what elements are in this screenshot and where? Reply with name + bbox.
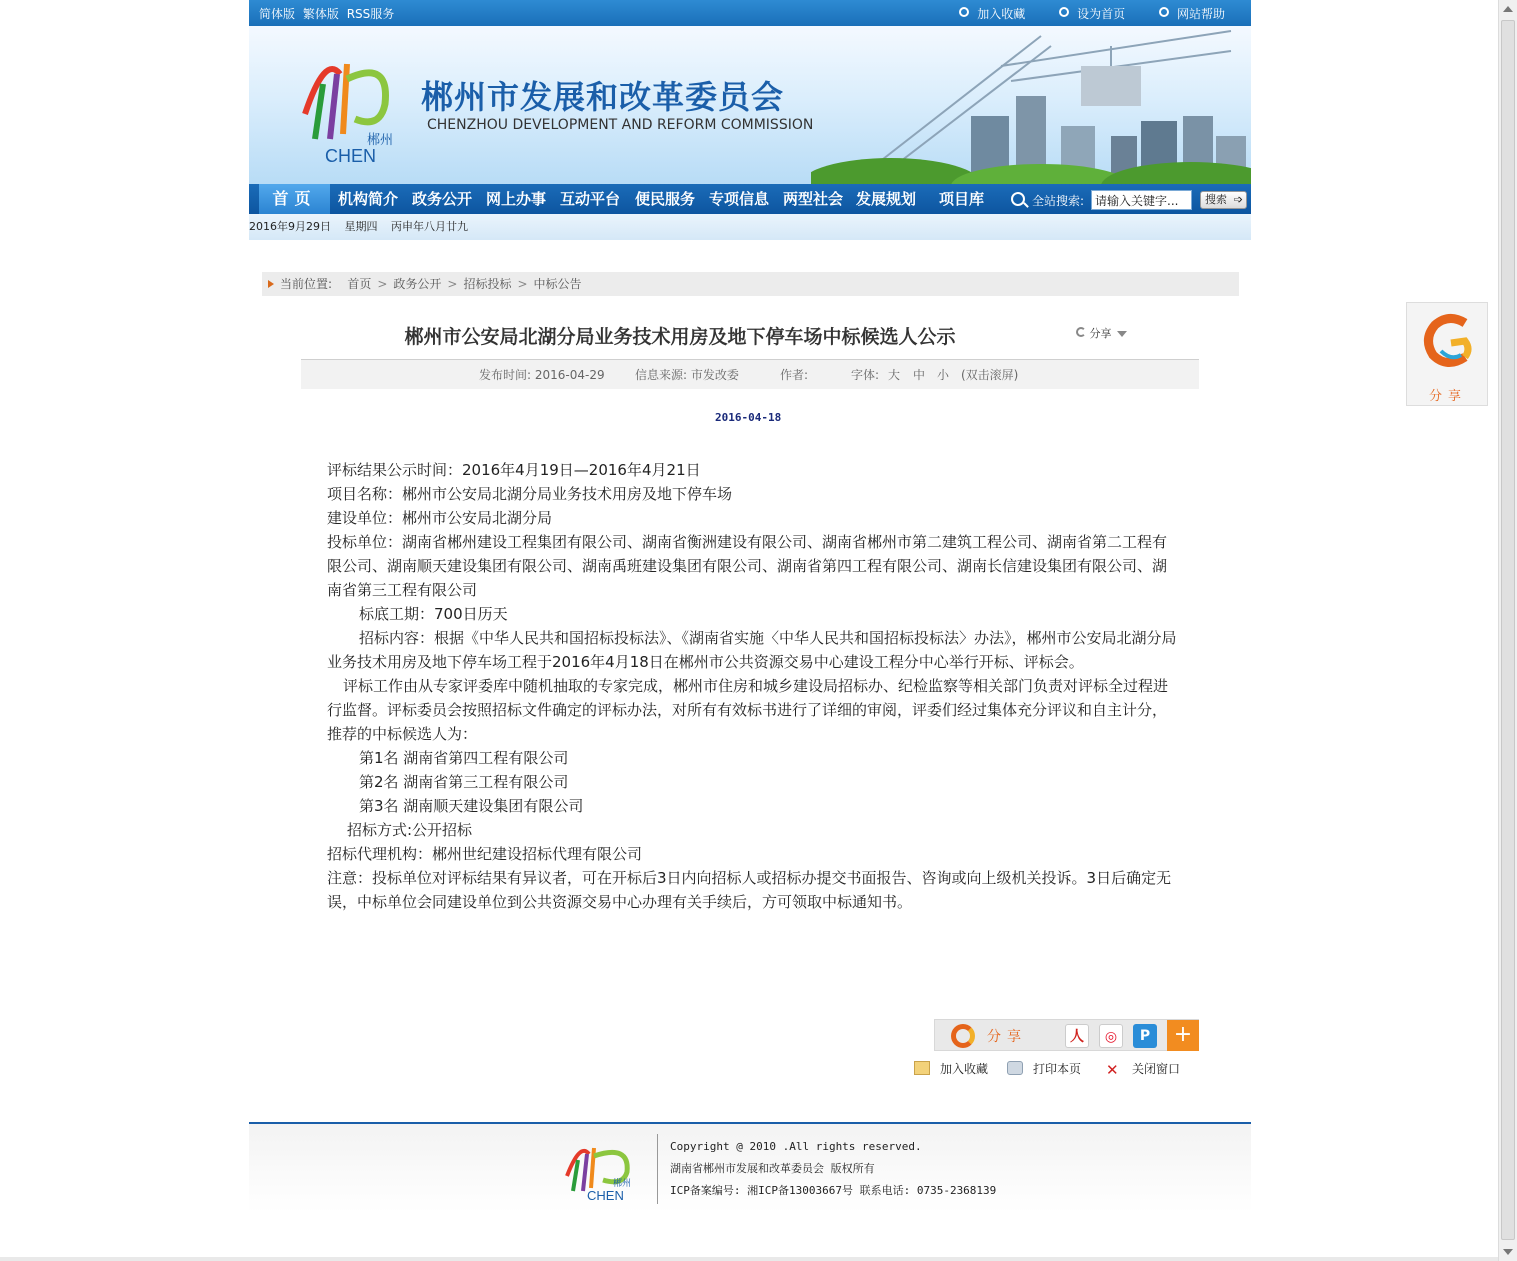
footer-logo-text-cn: 郴州 bbox=[613, 1179, 632, 1189]
close-window-button[interactable]: ✕ 关闭窗口 bbox=[1106, 1061, 1181, 1079]
breadcrumb-label: 当前位置: bbox=[280, 277, 333, 291]
nav-gov-affairs[interactable]: 政务公开 bbox=[412, 190, 473, 208]
search-label: 全站搜索: bbox=[1032, 194, 1085, 208]
footer-logo-text-en: CHEN bbox=[587, 1188, 624, 1202]
share-logo-icon bbox=[951, 1024, 975, 1048]
article-meta bbox=[301, 359, 1199, 389]
font-size-medium[interactable]: 中 bbox=[913, 368, 926, 382]
chevron-down-icon bbox=[1117, 331, 1127, 337]
copyright: Copyright @ 2010 .All rights reserved. bbox=[670, 1140, 922, 1153]
breadcrumb-arrow-icon bbox=[268, 280, 274, 288]
footer-logo bbox=[555, 1136, 643, 1202]
article-body bbox=[327, 458, 1177, 914]
site-subtitle: CHENZHOU DEVELOPMENT AND REFORM COMMISSION bbox=[427, 117, 814, 133]
nav-home[interactable]: 首页 bbox=[259, 184, 330, 214]
scroll-down-icon[interactable] bbox=[1503, 1249, 1513, 1255]
logo-text-cn: 郴州 bbox=[367, 133, 394, 148]
crane-skyline-image bbox=[811, 26, 1251, 184]
paragraph: 评标结果公示时间：2016年4月19日—2016年4月21日 bbox=[327, 461, 701, 479]
more-share-button[interactable]: + bbox=[1167, 1020, 1199, 1051]
date-bar bbox=[249, 214, 1251, 240]
add-favorite-link[interactable]: 加入收藏 bbox=[959, 7, 1025, 21]
search-button[interactable]: 搜索 ➩ bbox=[1200, 191, 1247, 209]
paragraph: 注意：投标单位对评标结果有异议者，可在开标后3日内向招标人或招标办提交书面报告、咨询或向上级机关投诉。3日后确定无误，中标单位会同建设单位到公共资源交易中心办理有关手续后，方可领取中标通知书。 bbox=[327, 869, 1172, 911]
breadcrumb-gov-affairs[interactable]: 政务公开 bbox=[393, 277, 442, 291]
font-size-label: 字体: bbox=[851, 368, 880, 382]
paragraph: 第3名 湖南顺天建设集团有限公司 bbox=[359, 797, 584, 815]
publish-time: 发布时间: 2016-04-29 bbox=[479, 368, 605, 382]
share-dropdown[interactable] bbox=[1076, 325, 1127, 341]
renren-icon[interactable]: 人 bbox=[1065, 1024, 1089, 1048]
double-click-scroll: (双击滚屏) bbox=[961, 368, 1019, 382]
share-icon bbox=[1076, 327, 1086, 337]
paragraph: 标底工期：700日历天 bbox=[359, 605, 508, 623]
lunar-date: 丙申年八月廿九 bbox=[391, 220, 468, 233]
author: 作者: bbox=[780, 368, 809, 382]
share-bar bbox=[934, 1019, 1199, 1051]
floating-share-button[interactable] bbox=[1406, 302, 1488, 406]
paragraph: 第2名 湖南省第三工程有限公司 bbox=[359, 773, 569, 791]
weibo-icon[interactable]: ◎ bbox=[1099, 1024, 1123, 1048]
site-banner bbox=[249, 26, 1251, 184]
paragraph: 评标工作由从专家评委库中随机抽取的专家完成，郴州市住房和城乡建设局招标办、纪检监察等相关部门负责对评标全过程进行监督。评标委员会按照招标文件确定的评标办法，对所有有效标书进行了详细的审阅，评委们经过集体充分评议和自主计分，推荐的中标候选人为： bbox=[327, 677, 1169, 743]
folder-icon bbox=[914, 1061, 930, 1075]
scroll-thumb[interactable] bbox=[1501, 20, 1515, 1240]
paragraph: 招标内容：根据《中华人民共和国招标投标法》、《湖南省实施〈中华人民共和国招标投标法〉办法》，郴州市公安局北湖分局业务技术用房及地下停车场工程于2016年4月18日在郴州市公共资源交易中心建设工程分中心举行开标、评标会。 bbox=[327, 629, 1177, 671]
current-weekday: 星期四 bbox=[344, 220, 378, 233]
close-icon: ✕ bbox=[1106, 1061, 1119, 1079]
traditional-link[interactable]: 繁体版 bbox=[302, 7, 339, 21]
font-size-small[interactable]: 小 bbox=[937, 368, 950, 382]
paragraph: 项目名称：郴州市公安局北湖分局业务技术用房及地下停车场 bbox=[327, 485, 733, 503]
font-size-large[interactable]: 大 bbox=[888, 368, 901, 382]
logo-text-en: CHEN bbox=[325, 146, 377, 164]
main-nav bbox=[249, 184, 1251, 214]
horizontal-scroll-edge bbox=[0, 1257, 1498, 1261]
add-favorite-button[interactable]: 加入收藏 bbox=[914, 1060, 988, 1077]
current-date: 2016年9月29日 bbox=[249, 220, 331, 233]
nav-special-info[interactable]: 专项信息 bbox=[709, 190, 770, 208]
site-title: 郴州市发展和改革委员会 bbox=[421, 78, 785, 116]
vertical-scrollbar[interactable] bbox=[1498, 0, 1517, 1261]
nav-project-library[interactable]: 项目库 bbox=[939, 190, 985, 208]
paragraph: 第1名 湖南省第四工程有限公司 bbox=[359, 749, 569, 767]
scroll-up-icon[interactable] bbox=[1503, 6, 1513, 12]
share-logo-icon bbox=[1421, 311, 1475, 371]
paragraph: 投标单位：湖南省郴州建设工程集团有限公司、湖南省衡洲建设有限公司、湖南省郴州市第二建筑工程公司、湖南省第二工程有限公司、湖南顺天建设集团有限公司、湖南禹班建设集团有限公司、湖南省第四工程有限公司、湖南长信建设集团有限公司、湖南省第三工程有限公司 bbox=[327, 533, 1168, 599]
search-icon bbox=[1011, 192, 1025, 206]
article-title: 郴州市公安局北湖分局业务技术用房及地下停车场中标候选人公示 bbox=[404, 326, 956, 348]
breadcrumb-award-notice[interactable]: 中标公告 bbox=[533, 277, 582, 291]
article-date: 2016-04-18 bbox=[715, 411, 782, 424]
nav-online-service[interactable]: 网上办事 bbox=[486, 190, 547, 208]
rss-link[interactable]: RSS服务 bbox=[346, 7, 395, 21]
site-help-link[interactable]: 网站帮助 bbox=[1159, 7, 1225, 21]
nav-org-intro[interactable]: 机构简介 bbox=[338, 190, 399, 208]
footer bbox=[249, 1122, 1251, 1212]
breadcrumb-home[interactable]: 首页 bbox=[347, 277, 372, 291]
tencent-icon[interactable]: P bbox=[1133, 1024, 1157, 1048]
nav-interaction[interactable]: 互动平台 bbox=[560, 190, 621, 208]
set-homepage-link[interactable]: 设为首页 bbox=[1059, 7, 1125, 21]
icp-info: ICP备案编号: 湘ICP备13003667号 联系电话: 0735-2368139 bbox=[670, 1184, 997, 1197]
paragraph: 建设单位：郴州市公安局北湖分局 bbox=[327, 509, 553, 527]
paragraph: 招标代理机构：郴州世纪建设招标代理有限公司 bbox=[327, 845, 643, 863]
site-logo[interactable] bbox=[285, 44, 405, 164]
top-bar bbox=[249, 0, 1251, 26]
printer-icon bbox=[1007, 1061, 1023, 1075]
nav-two-type-society[interactable]: 两型社会 bbox=[783, 190, 844, 208]
info-source: 信息来源: 市发改委 bbox=[635, 368, 739, 382]
footer-divider bbox=[657, 1134, 658, 1204]
owner: 湖南省郴州市发展和改革委员会 版权所有 bbox=[670, 1162, 875, 1175]
simplified-link[interactable]: 简体版 bbox=[259, 7, 296, 21]
floating-share-label: 分享 bbox=[1428, 389, 1467, 404]
nav-public-service[interactable]: 便民服务 bbox=[635, 190, 696, 208]
breadcrumb-bidding[interactable]: 招标投标 bbox=[463, 277, 512, 291]
share-label: 分享 bbox=[1089, 327, 1112, 340]
breadcrumb: 当前位置: 首页 > 政务公开 > 招标投标 > 中标公告 bbox=[262, 272, 1239, 296]
nav-dev-planning[interactable]: 发展规划 bbox=[856, 190, 917, 208]
search-input[interactable] bbox=[1091, 190, 1192, 210]
share-bar-label: 分享 bbox=[987, 1029, 1027, 1045]
paragraph: 招标方式:公开招标 bbox=[347, 821, 473, 839]
print-button[interactable]: 打印本页 bbox=[1007, 1060, 1081, 1077]
